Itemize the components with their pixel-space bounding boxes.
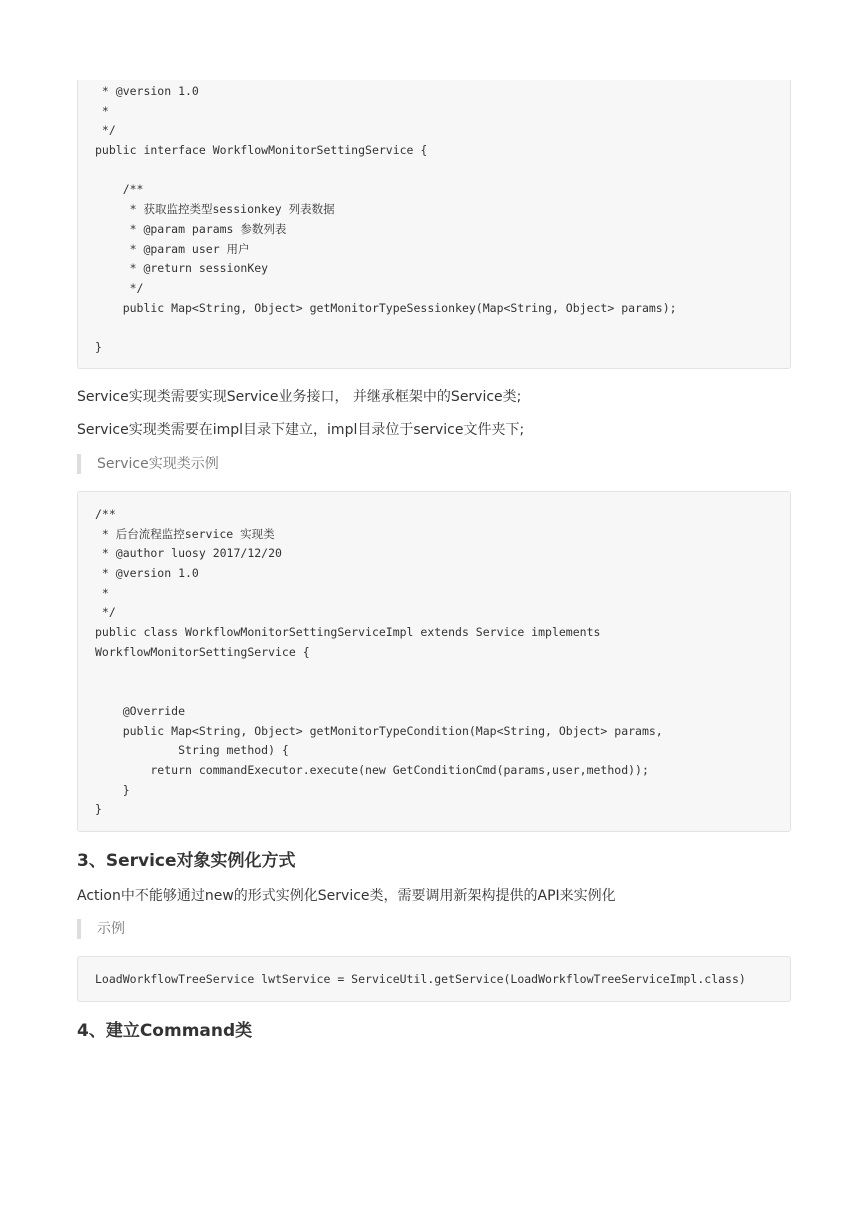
code-line [95, 161, 773, 181]
heading-command-class: 4、建立Command类 [77, 1021, 253, 1041]
code-line: * 后台流程监控service 实现类 [95, 526, 275, 541]
code-line: public Map<String, Object> getMonitorTypeCondition(Map<String, Object> params, [95, 723, 663, 738]
code-line: public class WorkflowMonitorSettingServiceImpl extends Service implements [95, 625, 601, 640]
code-line: */ [95, 605, 116, 620]
blockquote-example: 示例 [77, 919, 791, 939]
paragraph-service-impl: Service实现类需要实现Service业务接口， 并继承框架中的Service类; [77, 389, 522, 405]
code-line: } [95, 802, 102, 817]
paragraph-impl-directory: Service实现类需要在impl目录下建立，impl目录位于service文件夹下; [77, 422, 525, 438]
code-line: String method) { [95, 743, 289, 758]
code-block-interface [77, 80, 791, 369]
document-page [77, 80, 791, 1043]
code-line: * @param params 参数列表 [95, 221, 287, 236]
code-line: } [95, 782, 130, 797]
code-line: * [95, 585, 109, 600]
code-line: * @author luosy 2017/12/20 [95, 546, 282, 561]
code-block-impl-class [77, 491, 791, 832]
code-line: WorkflowMonitorSettingService { [95, 644, 310, 659]
code-line: */ [95, 280, 144, 295]
code-line [95, 663, 773, 683]
code-line: return commandExecutor.execute(new GetConditionCmd(params,user,method)); [95, 762, 649, 777]
code-line: public Map<String, Object> getMonitorTypeSessionkey(Map<String, Object> params); [95, 300, 677, 315]
paragraph-action-instantiation: Action中不能够通过new的形式实例化Service类，需要调用新架构提供的API来实例化 [77, 888, 616, 904]
heading-service-instantiation: 3、Service对象实例化方式 [77, 851, 296, 871]
code-line: * @version 1.0 [95, 566, 199, 581]
code-line: public interface WorkflowMonitorSettingService { [95, 143, 428, 158]
code-block-service-util [77, 956, 791, 1002]
code-line: LoadWorkflowTreeService lwtService = ServiceUtil.getService(LoadWorkflowTreeServiceImpl.class) [95, 972, 746, 986]
code-line: /** [95, 182, 144, 197]
code-line: } [95, 339, 102, 354]
code-line: * @return sessionKey [95, 261, 269, 276]
code-line: * @version 1.0 [95, 84, 199, 98]
code-line: * 获取监控类型sessionkey 列表数据 [95, 202, 335, 217]
code-line: @Override [95, 703, 186, 718]
code-line: * @param user 用户 [95, 241, 250, 256]
code-line: * [95, 103, 109, 118]
code-line [95, 682, 773, 702]
code-line: /** [95, 507, 116, 521]
code-line: */ [95, 123, 116, 138]
code-line [95, 318, 773, 338]
blockquote-impl-example: Service实现类示例 [77, 454, 791, 474]
